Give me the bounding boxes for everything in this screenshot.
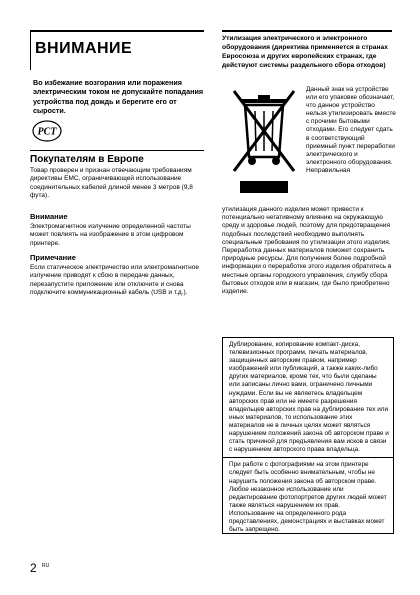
warning-text: Во избежание возгорания или поражения электрическим током не допускайте попадания устройства под дождь и берегите его от сырости. — [33, 78, 204, 115]
attention-heading: Внимание — [30, 212, 68, 221]
warning-heading-box — [30, 30, 204, 70]
language-code: RU — [42, 563, 50, 569]
note-text: Если статическое электричество или электромагнитное излучение приводят к сбою в передаче данных, перезапустите приложение или отключите и снова подключите коммуникационный кабель (USB и т.д.). — [30, 264, 199, 297]
disposal-body-text: утилизация данного изделия может привести к потенциально негативному влиянию на окружающую среду и здоровье людей, поэтому для предотвращения подобных последствий необходимо выполнять специальные требования по утилизации этого изделия. Переработка данных материалов поможет сохранить природные ресурсы. Для получения более подробной информации о переработке этого изделия обратитесь в местные органы городского управления, службу сбора бытовых отходов или в магазин, где было приобретено изделие. — [222, 206, 392, 296]
copyright-paragraph-3: Использование на определенного рода представлениях, демонстрациях и выставках может быть запрещено. — [229, 509, 385, 534]
copyright-paragraph-2: При работе с фотографиями на этом принтере следует быть особенно внимательным, чтобы не нарушить положения закона об авторском праве. Любое незаконное использование или редактирование фотопортретов других людей может также являться нарушением их прав. — [229, 461, 387, 509]
copyright-notice-box — [222, 337, 394, 534]
attention-text: Электромагнитное излучение определенной частоты может повлиять на изображение в этом цифровом принтере. — [30, 223, 191, 247]
note-heading: Примечание — [30, 253, 76, 262]
page-number: 2 — [30, 561, 37, 575]
europe-customers-heading: Покупателям в Европе — [30, 150, 204, 165]
warning-title: ВНИМАНИЕ — [35, 40, 133, 57]
pct-certification-logo — [32, 120, 62, 142]
box-divider — [223, 457, 393, 458]
copyright-paragraph-1: Дублирование, копирование компакт-диска, телевизионных программ, печать материалов, защищенных авторским правом, например изображений или публикаций, а также каких-либо других материалов, кроме тех, что были сделаны или записаны лично вами, ограничено личными нуждами. Если вы не являетесь владельцем авторских прав или не имеете разрешения владельцев авторских прав на дублирование тех или иных материалов, то использование этих материалов не в личных целях может являться нарушением положений закона об авторском праве и стать причиной для предъявления вам исков в связи с нарушением авторского права владельца. — [229, 341, 389, 454]
bin-symbol-text: Данный знак на устройстве или его упаковке обозначает, что данное устройство нельзя утилизировать вместе с прочими бытовыми отходами. Его следует сдать в соответствующий приемный пункт переработки электрического и электронного оборудования. Неправильная — [306, 86, 396, 174]
pct-logo-lettering: РСТ — [37, 126, 57, 138]
europe-customers-text: Товар проверен и признан отвечающим требованиям директивы EMC, ограничивающей использование соединительных кабелей длиной менее 3 метров (9,8 фута). — [30, 167, 193, 200]
disposal-heading: Утилизация электрического и электронного оборудования (директива применяется в странах Евросоюза и других европейских странах, где действуют системы раздельного сбора отходов) — [222, 30, 392, 70]
crossed-out-bin-icon — [228, 85, 300, 197]
